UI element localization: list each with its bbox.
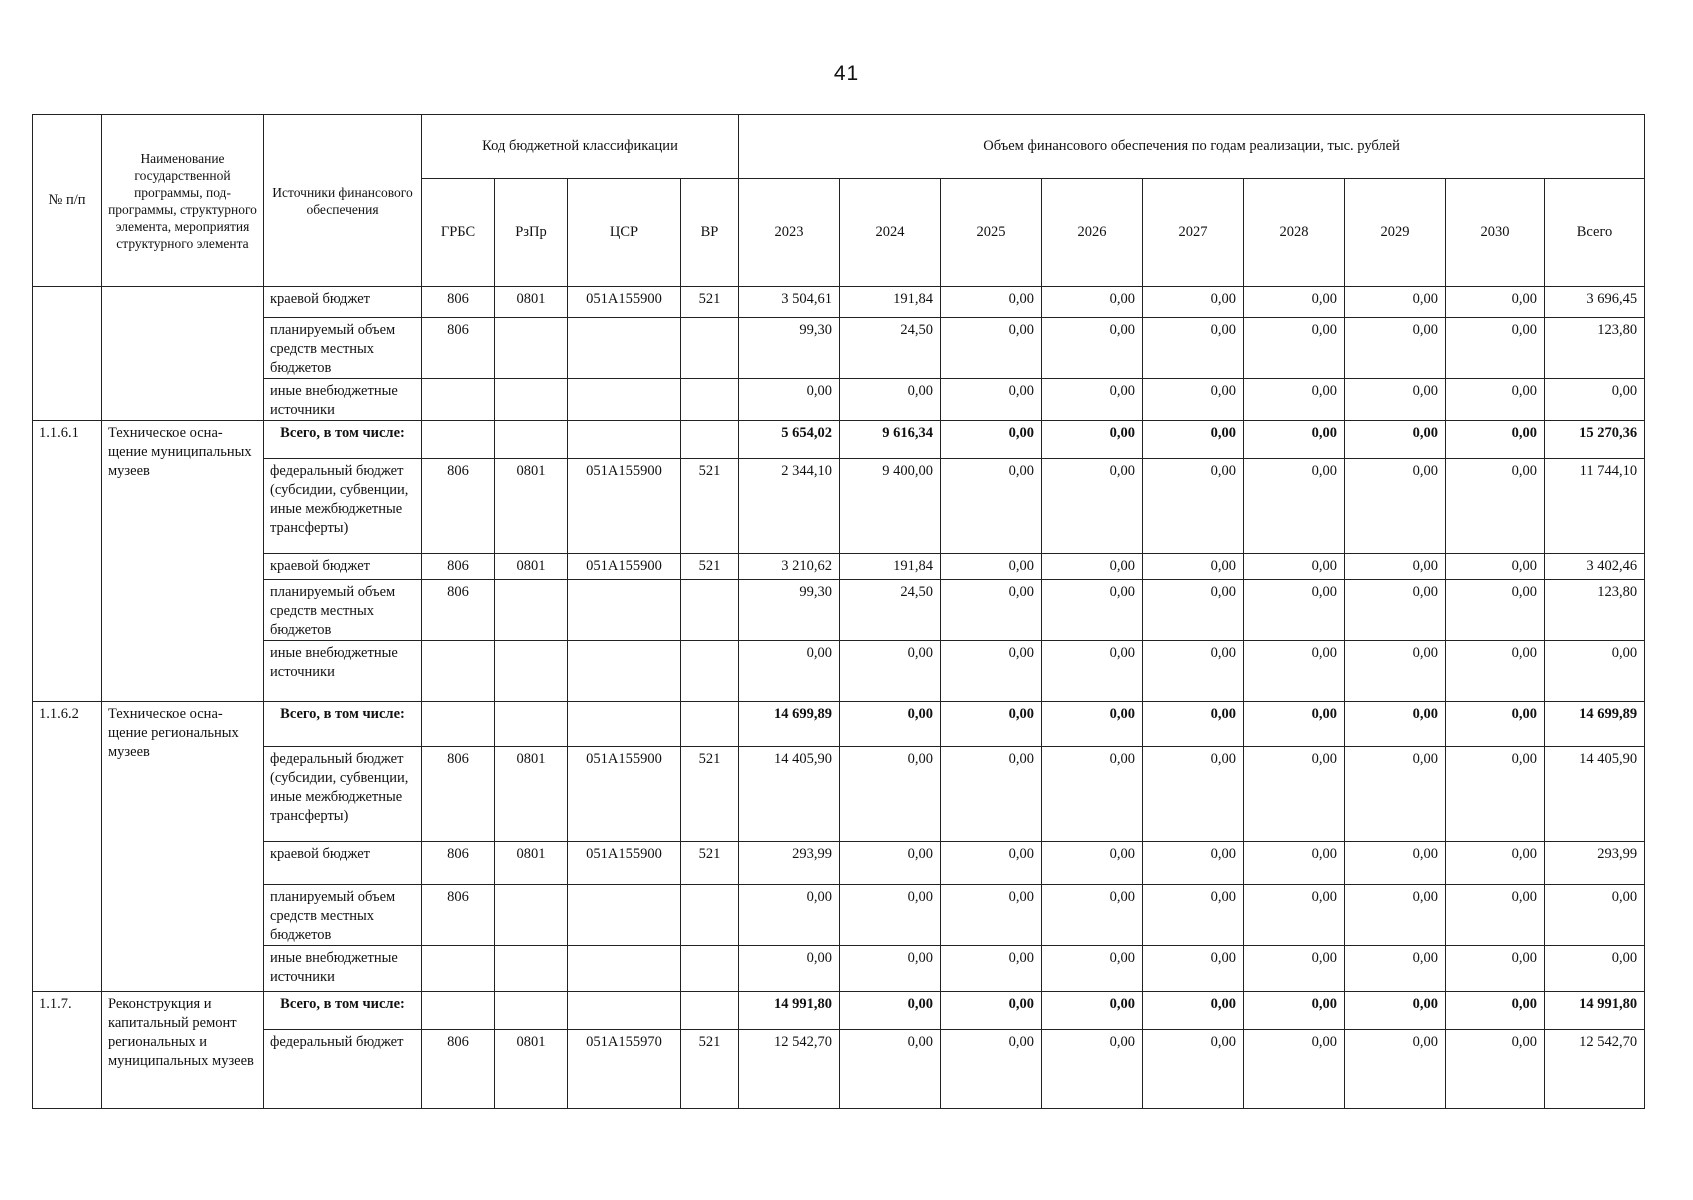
- year-value: 14 699,89: [739, 702, 840, 747]
- page-number: 41: [833, 62, 860, 85]
- year-value: 2 344,10: [739, 459, 840, 554]
- table-row: [33, 287, 1645, 318]
- year-value: 0,00: [1042, 747, 1143, 842]
- year-value: 0,00: [1244, 554, 1345, 580]
- rzpr-code: [495, 580, 568, 641]
- table-row: [33, 459, 1645, 554]
- vr-code: 521: [681, 1030, 739, 1109]
- csr-code: [568, 946, 681, 992]
- year-value: 191,84: [840, 554, 941, 580]
- grbs-code: 806: [422, 885, 495, 946]
- funding-source: краевой бюджет: [264, 842, 422, 885]
- year-value: 0,00: [1446, 459, 1545, 554]
- year-value: 0,00: [941, 580, 1042, 641]
- csr-code: 051A155900: [568, 287, 681, 318]
- year-value: 0,00: [1042, 702, 1143, 747]
- funding-source: иные внебюджетные источники: [264, 641, 422, 702]
- funding-source: федеральный бюджет: [264, 1030, 422, 1109]
- vr-code: 521: [681, 554, 739, 580]
- year-value: 0,00: [1143, 641, 1244, 702]
- grbs-code: [422, 641, 495, 702]
- year-value: 0,00: [941, 421, 1042, 459]
- table-row: [33, 580, 1645, 641]
- col-year-header: 2023: [739, 179, 840, 287]
- table-row: [33, 946, 1645, 992]
- col-name-header: Наименование государственной программы, подпрограммы, структурного элемента, мероприятия структурного элемента: [102, 115, 264, 287]
- year-value: 0,00: [1446, 1030, 1545, 1109]
- vr-code: [681, 885, 739, 946]
- year-value: 0,00: [1042, 946, 1143, 992]
- year-value: 0,00: [1244, 318, 1345, 379]
- vr-code: 521: [681, 747, 739, 842]
- section-number: 1.1.7.: [33, 992, 102, 1109]
- table-row: [33, 747, 1645, 842]
- year-value: 0,00: [1143, 1030, 1244, 1109]
- year-value: 0,00: [1143, 554, 1244, 580]
- csr-code: [568, 580, 681, 641]
- year-value: 0,00: [1446, 992, 1545, 1030]
- csr-code: 051A155900: [568, 747, 681, 842]
- csr-code: [568, 421, 681, 459]
- year-value: 0,00: [1446, 702, 1545, 747]
- budget-table: [32, 114, 1645, 1109]
- funding-source: планируемый объем средств местных бюджетов: [264, 318, 422, 379]
- year-value: 0,00: [1244, 992, 1345, 1030]
- year-value: 0,00: [1446, 842, 1545, 885]
- rzpr-code: [495, 379, 568, 421]
- total-value: 3 402,46: [1545, 554, 1645, 580]
- grbs-code: [422, 992, 495, 1030]
- year-value: 0,00: [739, 885, 840, 946]
- funding-source: краевой бюджет: [264, 287, 422, 318]
- year-value: 0,00: [1446, 421, 1545, 459]
- year-value: 3 504,61: [739, 287, 840, 318]
- year-value: 0,00: [1345, 459, 1446, 554]
- year-value: 0,00: [1345, 287, 1446, 318]
- grbs-code: 806: [422, 580, 495, 641]
- year-value: 0,00: [1345, 702, 1446, 747]
- rzpr-code: [495, 885, 568, 946]
- year-value: 0,00: [840, 885, 941, 946]
- year-value: 0,00: [1244, 702, 1345, 747]
- year-value: 0,00: [1446, 379, 1545, 421]
- year-value: 0,00: [840, 1030, 941, 1109]
- year-value: 0,00: [1345, 641, 1446, 702]
- total-value: 11 744,10: [1545, 459, 1645, 554]
- year-value: 0,00: [1244, 379, 1345, 421]
- year-value: 0,00: [1345, 842, 1446, 885]
- vr-code: 521: [681, 842, 739, 885]
- year-value: 0,00: [1143, 421, 1244, 459]
- csr-code: [568, 641, 681, 702]
- rzpr-code: 0801: [495, 842, 568, 885]
- total-value: 0,00: [1545, 379, 1645, 421]
- year-value: 0,00: [941, 379, 1042, 421]
- total-value: 123,80: [1545, 318, 1645, 379]
- year-value: 0,00: [1143, 992, 1244, 1030]
- total-value: 3 696,45: [1545, 287, 1645, 318]
- year-value: 0,00: [1042, 421, 1143, 459]
- year-value: 0,00: [840, 946, 941, 992]
- year-value: 0,00: [941, 318, 1042, 379]
- year-value: 0,00: [1042, 287, 1143, 318]
- year-value: 0,00: [1244, 641, 1345, 702]
- year-value: 0,00: [941, 554, 1042, 580]
- year-value: 0,00: [840, 702, 941, 747]
- col-grbs-header: ГРБС: [422, 179, 495, 287]
- grbs-code: [422, 702, 495, 747]
- year-value: 0,00: [1042, 318, 1143, 379]
- grbs-code: 806: [422, 318, 495, 379]
- year-value: 9 400,00: [840, 459, 941, 554]
- col-year-header: 2025: [941, 179, 1042, 287]
- grbs-code: [422, 421, 495, 459]
- year-value: 0,00: [1143, 842, 1244, 885]
- total-value: 15 270,36: [1545, 421, 1645, 459]
- csr-code: [568, 702, 681, 747]
- year-value: 0,00: [1042, 992, 1143, 1030]
- rzpr-code: 0801: [495, 554, 568, 580]
- vr-code: 521: [681, 287, 739, 318]
- rzpr-code: 0801: [495, 287, 568, 318]
- year-value: 24,50: [840, 580, 941, 641]
- table-header: [33, 115, 1645, 287]
- funding-source: краевой бюджет: [264, 554, 422, 580]
- year-value: 0,00: [1446, 580, 1545, 641]
- section-number: 1.1.6.2: [33, 702, 102, 992]
- year-value: 0,00: [941, 842, 1042, 885]
- rzpr-code: 0801: [495, 747, 568, 842]
- year-value: 0,00: [1244, 287, 1345, 318]
- year-value: 0,00: [941, 992, 1042, 1030]
- year-value: 12 542,70: [739, 1030, 840, 1109]
- year-value: 99,30: [739, 580, 840, 641]
- table-row: [33, 554, 1645, 580]
- year-value: 0,00: [840, 641, 941, 702]
- year-value: 0,00: [1143, 580, 1244, 641]
- year-value: 0,00: [739, 641, 840, 702]
- csr-code: [568, 379, 681, 421]
- col-year-header: 2030: [1446, 179, 1545, 287]
- year-value: 0,00: [1244, 421, 1345, 459]
- year-value: 24,50: [840, 318, 941, 379]
- funding-source: Всего, в том числе:: [264, 992, 422, 1030]
- total-value: 0,00: [1545, 641, 1645, 702]
- total-value: 12 542,70: [1545, 1030, 1645, 1109]
- col-rzpr-header: РзПр: [495, 179, 568, 287]
- funding-source: планируемый объем средств местных бюджетов: [264, 580, 422, 641]
- col-year-header: 2027: [1143, 179, 1244, 287]
- rzpr-code: [495, 992, 568, 1030]
- year-value: 0,00: [1446, 287, 1545, 318]
- col-total-header: Всего: [1545, 179, 1645, 287]
- year-value: 0,00: [941, 885, 1042, 946]
- col-vr-header: ВР: [681, 179, 739, 287]
- csr-code: 051A155970: [568, 1030, 681, 1109]
- vr-code: [681, 318, 739, 379]
- year-value: 3 210,62: [739, 554, 840, 580]
- year-value: 0,00: [1143, 287, 1244, 318]
- year-value: 0,00: [1042, 580, 1143, 641]
- year-value: 0,00: [1244, 580, 1345, 641]
- year-value: 0,00: [1244, 1030, 1345, 1109]
- year-value: 0,00: [840, 842, 941, 885]
- year-value: 0,00: [1042, 842, 1143, 885]
- kbk-group-header: Код бюджетной классификации: [422, 115, 739, 179]
- table-row: [33, 1030, 1645, 1109]
- year-value: 99,30: [739, 318, 840, 379]
- grbs-code: 806: [422, 554, 495, 580]
- csr-code: [568, 992, 681, 1030]
- col-year-header: 2029: [1345, 179, 1446, 287]
- funding-source: федеральный бюджет (субсидии, субвенции, иные межбюджетные трансферты): [264, 459, 422, 554]
- total-value: 0,00: [1545, 946, 1645, 992]
- year-value: 0,00: [1244, 842, 1345, 885]
- vr-code: [681, 946, 739, 992]
- funding-source: Всего, в том числе:: [264, 421, 422, 459]
- rzpr-code: 0801: [495, 459, 568, 554]
- year-value: 0,00: [1345, 992, 1446, 1030]
- grbs-code: 806: [422, 1030, 495, 1109]
- year-value: 0,00: [1446, 946, 1545, 992]
- table-row: [33, 379, 1645, 421]
- year-value: 0,00: [1143, 379, 1244, 421]
- year-value: 5 654,02: [739, 421, 840, 459]
- year-value: 0,00: [1345, 1030, 1446, 1109]
- year-value: 14 991,80: [739, 992, 840, 1030]
- col-csr-header: ЦСР: [568, 179, 681, 287]
- year-value: 0,00: [840, 747, 941, 842]
- grbs-code: 806: [422, 287, 495, 318]
- csr-code: [568, 318, 681, 379]
- year-value: 0,00: [1143, 747, 1244, 842]
- year-value: 0,00: [1042, 641, 1143, 702]
- vr-code: [681, 641, 739, 702]
- year-value: 0,00: [1446, 641, 1545, 702]
- year-value: 0,00: [1345, 554, 1446, 580]
- vr-code: [681, 702, 739, 747]
- year-value: 0,00: [1345, 885, 1446, 946]
- rzpr-code: [495, 702, 568, 747]
- year-value: 14 405,90: [739, 747, 840, 842]
- section-number: 1.1.6.1: [33, 421, 102, 702]
- csr-code: 051A155900: [568, 554, 681, 580]
- section-name: Техническое оснащение региональных музеев: [102, 702, 264, 992]
- year-value: 0,00: [1042, 554, 1143, 580]
- table-row: [33, 421, 1645, 459]
- year-value: 0,00: [1345, 946, 1446, 992]
- year-value: 0,00: [1042, 459, 1143, 554]
- rzpr-code: 0801: [495, 1030, 568, 1109]
- csr-code: 051A155900: [568, 842, 681, 885]
- vr-code: [681, 379, 739, 421]
- col-num-header: № п/п: [33, 115, 102, 287]
- year-value: 191,84: [840, 287, 941, 318]
- year-value: 0,00: [1143, 318, 1244, 379]
- grbs-code: [422, 379, 495, 421]
- col-year-header: 2026: [1042, 179, 1143, 287]
- year-value: 0,00: [1345, 421, 1446, 459]
- year-value: 0,00: [1345, 747, 1446, 842]
- finance-group-header: Объем финансового обеспечения по годам реализации, тыс. рублей: [739, 115, 1645, 179]
- year-value: 293,99: [739, 842, 840, 885]
- year-value: 0,00: [1244, 459, 1345, 554]
- rzpr-code: [495, 641, 568, 702]
- year-value: 0,00: [1345, 318, 1446, 379]
- rzpr-code: [495, 318, 568, 379]
- csr-code: [568, 885, 681, 946]
- vr-code: 521: [681, 459, 739, 554]
- year-value: 0,00: [941, 702, 1042, 747]
- year-value: 0,00: [1042, 379, 1143, 421]
- year-value: 0,00: [1143, 946, 1244, 992]
- year-value: 0,00: [739, 946, 840, 992]
- year-value: 9 616,34: [840, 421, 941, 459]
- grbs-code: 806: [422, 747, 495, 842]
- year-value: 0,00: [1143, 459, 1244, 554]
- grbs-code: 806: [422, 459, 495, 554]
- section-name: [102, 287, 264, 421]
- year-value: 0,00: [941, 946, 1042, 992]
- rzpr-code: [495, 421, 568, 459]
- col-year-header: 2028: [1244, 179, 1345, 287]
- csr-code: 051A155900: [568, 459, 681, 554]
- section-name: Реконструкция и капитальный ремонт региональных и муниципальных музеев: [102, 992, 264, 1109]
- vr-code: [681, 421, 739, 459]
- total-value: 293,99: [1545, 842, 1645, 885]
- funding-source: иные внебюджетные источники: [264, 946, 422, 992]
- total-value: 123,80: [1545, 580, 1645, 641]
- year-value: 0,00: [941, 747, 1042, 842]
- year-value: 0,00: [1345, 580, 1446, 641]
- funding-source: федеральный бюджет (субсидии, субвенции, иные межбюджетные трансферты): [264, 747, 422, 842]
- year-value: 0,00: [1143, 702, 1244, 747]
- year-value: 0,00: [941, 287, 1042, 318]
- grbs-code: 806: [422, 842, 495, 885]
- funding-source: планируемый объем средств местных бюджетов: [264, 885, 422, 946]
- year-value: 0,00: [1446, 554, 1545, 580]
- year-value: 0,00: [739, 379, 840, 421]
- col-source-header: Источники финансового обеспечения: [264, 115, 422, 287]
- year-value: 0,00: [1244, 747, 1345, 842]
- vr-code: [681, 580, 739, 641]
- year-value: 0,00: [1446, 318, 1545, 379]
- funding-source: Всего, в том числе:: [264, 702, 422, 747]
- year-value: 0,00: [840, 992, 941, 1030]
- year-value: 0,00: [941, 641, 1042, 702]
- year-value: 0,00: [941, 459, 1042, 554]
- total-value: 14 991,80: [1545, 992, 1645, 1030]
- table-row: [33, 318, 1645, 379]
- total-value: 14 405,90: [1545, 747, 1645, 842]
- year-value: 0,00: [1446, 747, 1545, 842]
- section-number: [33, 287, 102, 421]
- table-row: [33, 992, 1645, 1030]
- vr-code: [681, 992, 739, 1030]
- col-year-header: 2024: [840, 179, 941, 287]
- year-value: 0,00: [1244, 885, 1345, 946]
- funding-source: иные внебюджетные источники: [264, 379, 422, 421]
- table-row: [33, 842, 1645, 885]
- table-body: [33, 287, 1645, 1109]
- year-value: 0,00: [941, 1030, 1042, 1109]
- year-value: 0,00: [1345, 379, 1446, 421]
- year-value: 0,00: [840, 379, 941, 421]
- year-value: 0,00: [1244, 946, 1345, 992]
- year-value: 0,00: [1042, 885, 1143, 946]
- table-row: [33, 885, 1645, 946]
- year-value: 0,00: [1446, 885, 1545, 946]
- total-value: 14 699,89: [1545, 702, 1645, 747]
- rzpr-code: [495, 946, 568, 992]
- year-value: 0,00: [1042, 1030, 1143, 1109]
- grbs-code: [422, 946, 495, 992]
- table-row: [33, 641, 1645, 702]
- table-row: [33, 702, 1645, 747]
- total-value: 0,00: [1545, 885, 1645, 946]
- section-name: Техническое оснащение муниципальных музеев: [102, 421, 264, 702]
- year-value: 0,00: [1143, 885, 1244, 946]
